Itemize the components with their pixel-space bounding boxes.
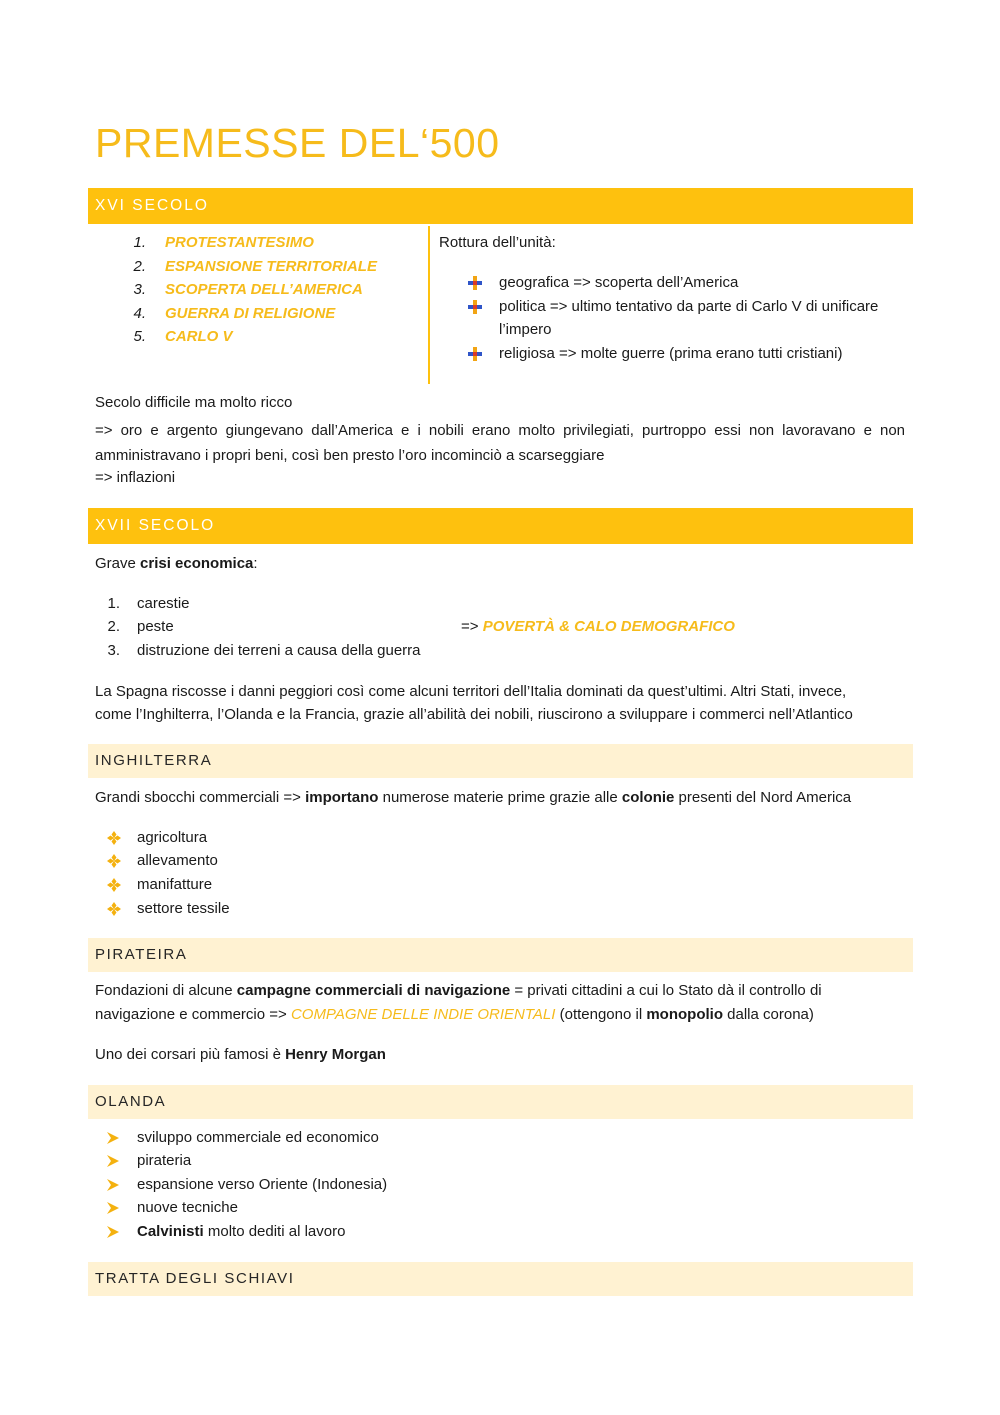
text: Grave [95, 555, 141, 572]
list-item: allevamento [137, 852, 218, 869]
list-number: 2. [133, 258, 146, 275]
paragraph: => oro e argento giungevano dall’America e i nobili erano molto privilegiati, purtroppo essi non lavoravano e non amministravano i propri beni, così ben presto l’oro incominciò a scarseggiare [95, 422, 905, 464]
text: (ottengono il [555, 1006, 647, 1023]
highlight-text: COMPAGNE DELLE INDIE ORIENTALI [290, 1006, 556, 1023]
column-divider [428, 226, 430, 384]
crisis-result [461, 617, 735, 637]
list-number: 4. [133, 305, 146, 322]
paragraph [95, 1045, 386, 1065]
list-item: politica => ultimo tentativo da parte di Carlo V di unificare [499, 298, 879, 315]
arrow-bullet-icon [106, 1201, 120, 1215]
list-item: religiosa => molte guerre (prima erano tutti cristiani) [499, 345, 843, 362]
page-title: PREMESSE DEL‘500 [95, 120, 500, 166]
text: navigazione e commercio => [95, 1006, 291, 1023]
list-number: 1. [107, 595, 120, 612]
text: Uno dei corsari più famosi è [95, 1046, 286, 1063]
arrow-bullet-icon [468, 276, 482, 290]
bold-text: importano [305, 789, 379, 806]
arrow-bullet-icon [106, 1154, 120, 1168]
paragraph: Secolo difficile ma molto ricco [95, 394, 293, 411]
list-item: espansione verso Oriente (Indonesia) [137, 1176, 388, 1193]
diamond-bullet-icon [107, 831, 121, 845]
text: Fondazioni di alcune [95, 982, 237, 999]
arrow-bullet-icon [106, 1131, 120, 1145]
arrow-bullet-icon [106, 1178, 120, 1192]
bold-text: campagne commerciali di navigazione [236, 982, 511, 999]
text: : [253, 555, 258, 572]
rottura-title: Rottura dell’unità: [439, 234, 556, 251]
section-header-xvii-secolo: XVII SECOLO [88, 508, 913, 544]
text: presenti del Nord America [674, 789, 852, 806]
diamond-bullet-icon [107, 878, 121, 892]
bold-text: monopolio [646, 1006, 723, 1023]
crisis-line [95, 554, 258, 574]
list-item: carestie [137, 595, 190, 612]
diamond-bullet-icon [107, 854, 121, 868]
arrow-bullet-icon [106, 1225, 120, 1239]
text: numerose materie prime grazie alle [378, 789, 622, 806]
list-item [137, 1222, 345, 1242]
diamond-bullet-icon [107, 902, 121, 916]
section-header-inghilterra: INGHILTERRA [88, 744, 913, 778]
list-item: PROTESTANTESIMO [165, 234, 314, 251]
list-item: manifatture [137, 876, 213, 893]
section-header-pirateria: PIRATEIRA [88, 938, 913, 972]
text: Grandi sbocchi commerciali => [95, 789, 306, 806]
list-item: distruzione dei terreni a causa della guerra [137, 642, 421, 659]
list-number: 2. [107, 618, 120, 635]
section-header-xvi-secolo: XVI SECOLO [88, 188, 913, 224]
list-item: peste [137, 618, 174, 635]
paragraph-line [95, 981, 822, 1001]
list-item: GUERRA DI RELIGIONE [165, 305, 336, 322]
list-item: agricoltura [137, 829, 208, 846]
text: = privati cittadini a cui lo Stato dà il controllo di [510, 982, 822, 999]
section-header-tratta-degli-schiavi: TRATTA DEGLI SCHIAVI [88, 1262, 913, 1296]
paragraph-line: La Spagna riscosse i danni peggiori così come alcuni territori dell’Italia dominati da quest’ultimi. Altri Stati, invece, [95, 683, 847, 700]
paragraph: => inflazioni [95, 469, 176, 486]
text: dalla corona) [723, 1006, 814, 1023]
list-item: SCOPERTA DELL’AMERICA [165, 281, 363, 298]
list-item: CARLO V [165, 328, 233, 345]
list-number: 1. [133, 234, 146, 251]
text: => [461, 618, 483, 635]
list-item: sviluppo commerciale ed economico [137, 1129, 379, 1146]
list-item-continuation: l’impero [499, 321, 552, 338]
paragraph [95, 788, 851, 808]
highlight-text: POVERTÀ & CALO DEMOGRAFICO [482, 618, 735, 635]
text: molto dediti al lavoro [203, 1223, 346, 1240]
arrow-bullet-icon [468, 300, 482, 314]
bold-text: Calvinisti [137, 1223, 204, 1240]
paragraph-line [95, 1005, 814, 1025]
list-number: 5. [133, 328, 146, 345]
list-item: pirateria [137, 1152, 192, 1169]
list-item: settore tessile [137, 900, 230, 917]
bold-text: Henry Morgan [285, 1046, 386, 1063]
list-item: nuove tecniche [137, 1199, 238, 1216]
paragraph-line: come l’Inghilterra, l’Olanda e la Francia, grazie all’abilità dei nobili, riuscirono a sviluppare i commerci nell’Atlantico [95, 706, 853, 723]
arrow-bullet-icon [468, 347, 482, 361]
section-header-olanda: OLANDA [88, 1085, 913, 1119]
bold-text: colonie [621, 789, 675, 806]
list-number: 3. [133, 281, 146, 298]
list-item: geografica => scoperta dell’America [499, 274, 739, 291]
bold-text: crisi economica [140, 555, 254, 572]
list-item: ESPANSIONE TERRITORIALE [165, 258, 377, 275]
list-number: 3. [107, 642, 120, 659]
